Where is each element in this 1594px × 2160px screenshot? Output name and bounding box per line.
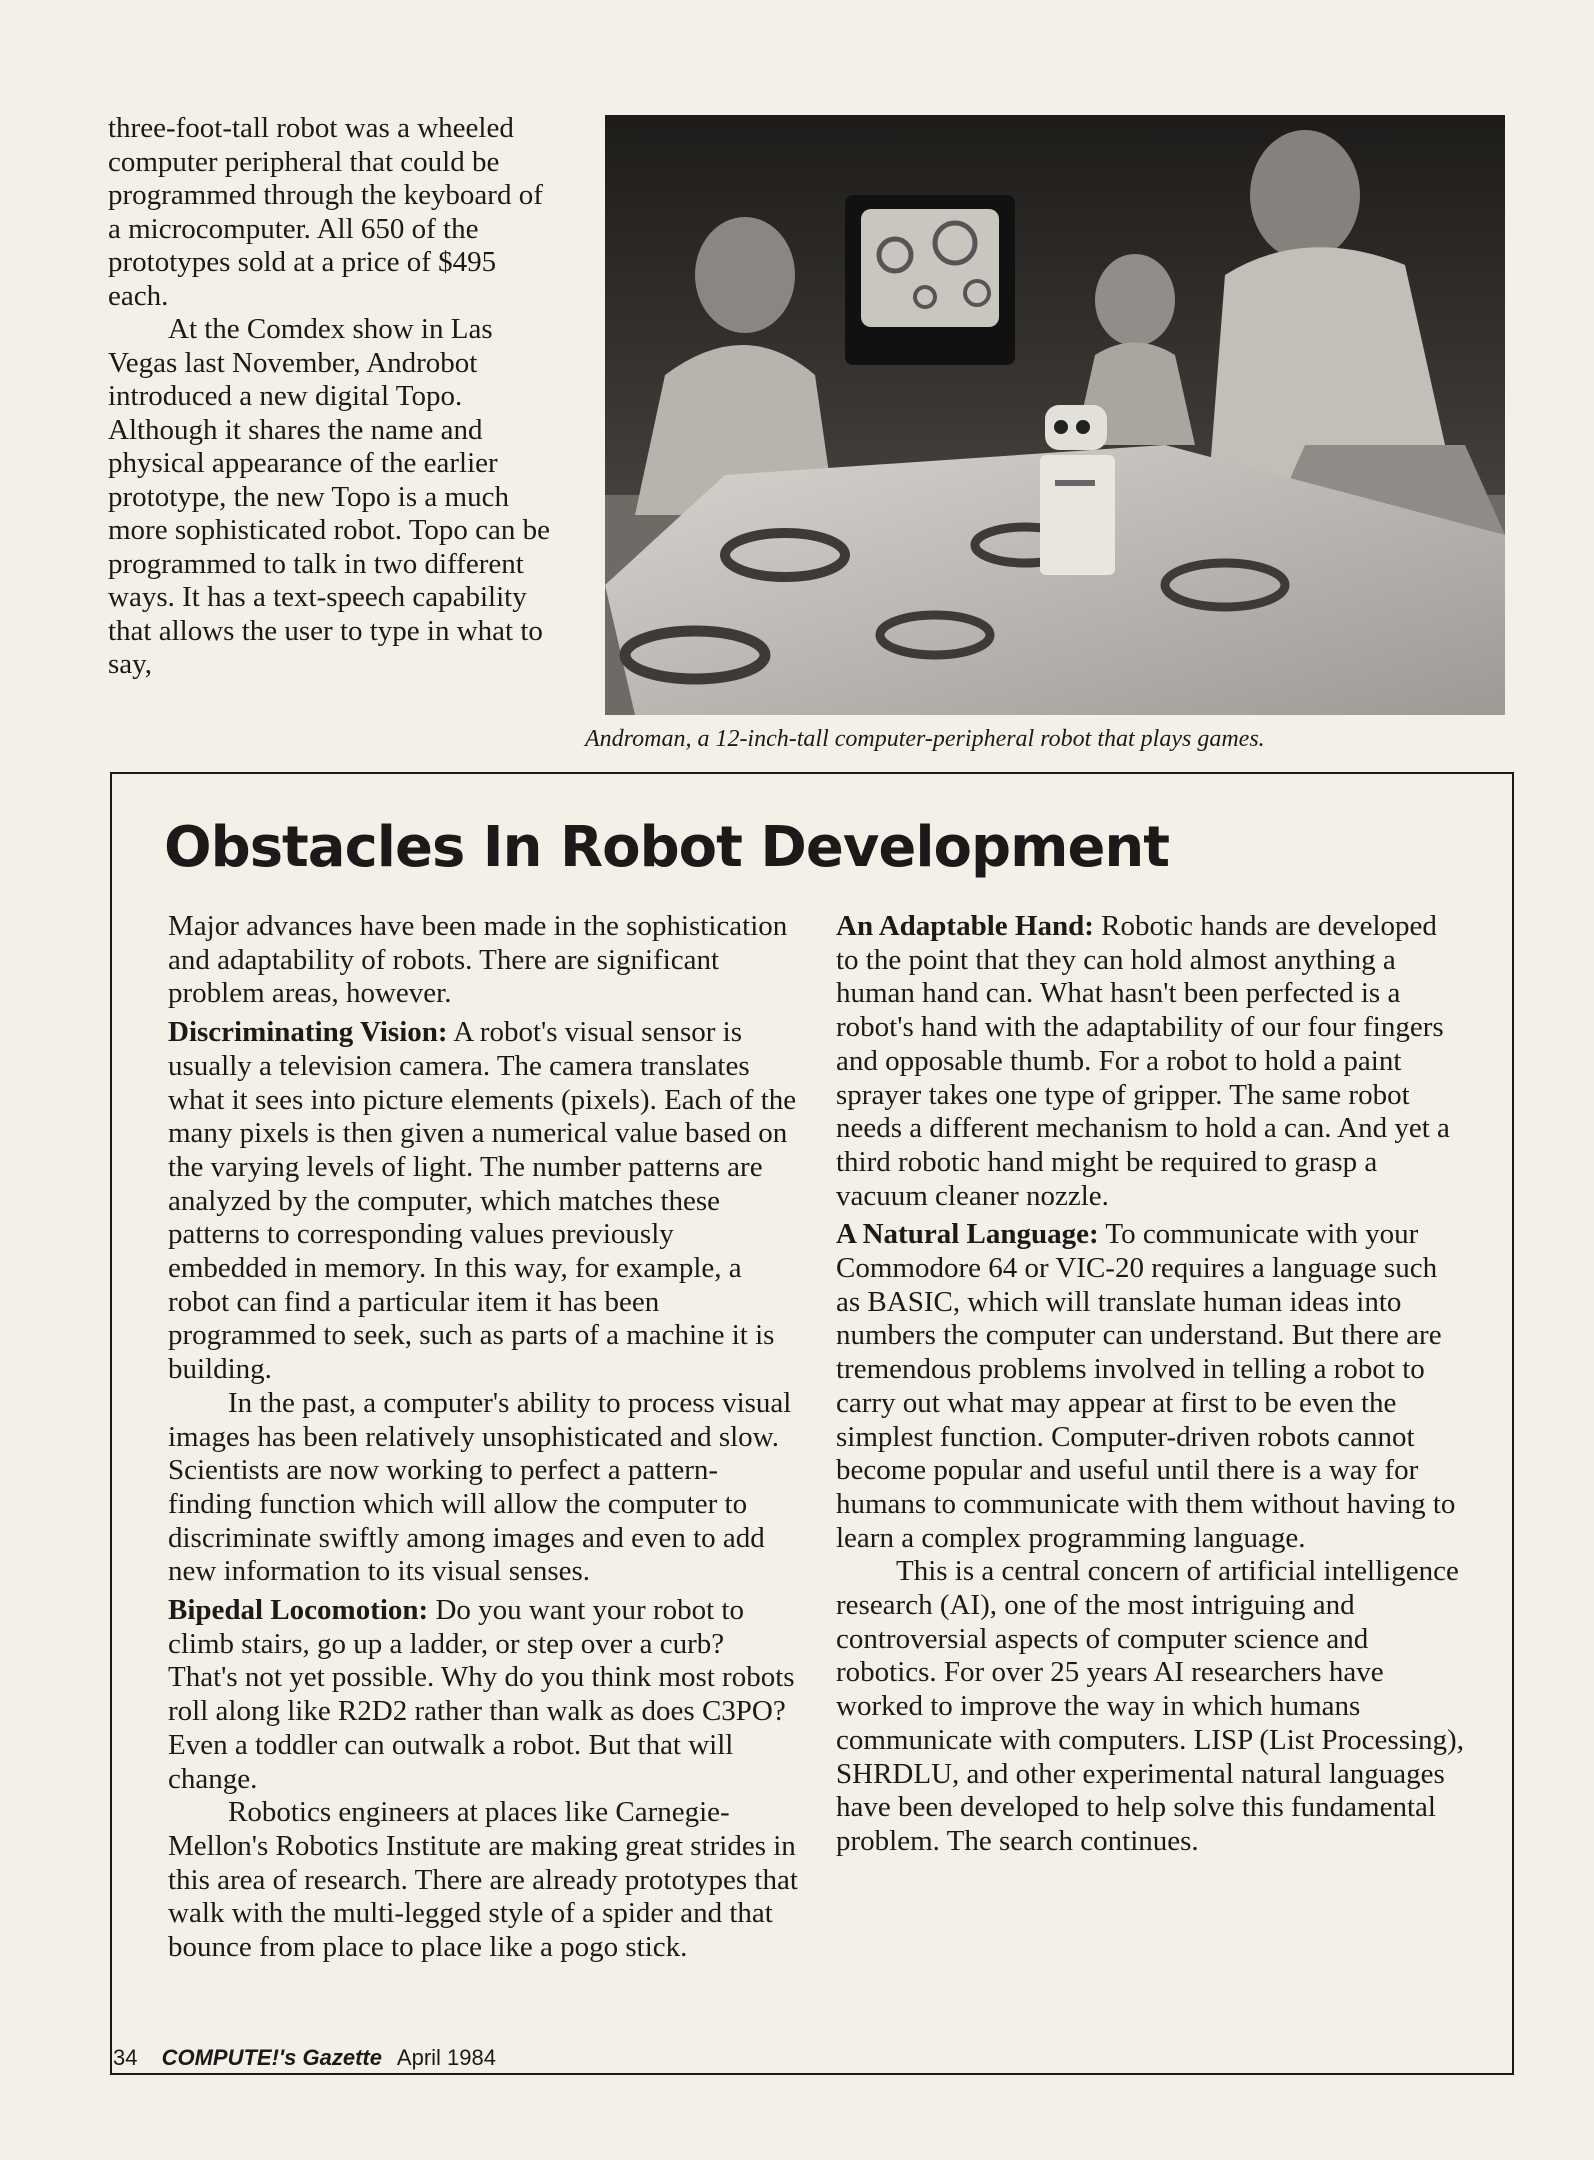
locomotion-text: Do you want your robot to climb stairs, go up a ladder, or step over a curb? That's not yet possible. Why do you think most robots roll along like R2D2 rather than walk as does C3PO? Even a toddler can outwalk a robot. But that will change. xyxy=(168,1594,795,1795)
page-footer xyxy=(113,2045,496,2071)
locomotion-text-2: Robotics engineers at places like Carnegie-Mellon's Robotics Institute are making great strides in this area of research. There are already prototypes that walk with the multi-legged style of a spider and that bounce from place to place like a pogo stick. xyxy=(168,1796,798,1964)
intro-column xyxy=(108,112,558,682)
sidebar-column-right xyxy=(836,910,1466,1864)
language-section xyxy=(836,1218,1466,1555)
language-heading: A Natural Language: xyxy=(836,1218,1099,1251)
language-text: To communicate with your Commodore 64 or VIC-20 requires a language such as BASIC, which will translate human ideas into numbers the computer can understand. But there are tremendous problems involved in telling a robot to carry out what may appear at first to be even the simplest function. Computer-driven robots cannot become popular and useful until there is a way for humans to communicate with them without having to learn a complex programming language. xyxy=(836,1218,1456,1554)
androman-photo xyxy=(605,115,1505,715)
vision-section xyxy=(168,1016,798,1387)
sidebar-title: Obstacles In Robot Development xyxy=(164,815,1170,880)
vision-text: A robot's visual sensor is usually a television camera. The camera translates what it sees into picture elements (pixels). Each of the many pixels is then given a numerical value based on the varying levels of light. The number patterns are analyzed by the computer, which matches these patterns to corresponding values previously embedded in memory. In this way, for example, a robot can find a particular item it has been programmed to seek, such as parts of a machine it is building. xyxy=(168,1016,797,1386)
hand-text: Robotic hands are developed to the point that they can hold almost anything a human hand can. What hasn't been perfected is a robot's hand with the adaptability of our four fingers and opposable thumb. For a robot to hold a paint sprayer takes one type of gripper. The same robot needs a different mechanism to hold a can. And yet a third robotic hand might be required to grasp a vacuum cleaner nozzle. xyxy=(836,910,1450,1212)
locomotion-heading: Bipedal Locomotion: xyxy=(168,1594,429,1627)
locomotion-section xyxy=(168,1594,798,1796)
vision-heading: Discriminating Vision: xyxy=(168,1016,448,1049)
intro-paragraph-1: three-foot-tall robot was a wheeled computer peripheral that could be programmed through the keyboard of a microcomputer. All 650 of the prototypes sold at a price of $495 each. xyxy=(108,112,543,312)
sidebar-intro: Major advances have been made in the sophistication and adaptability of robots. There are significant problem areas, however. xyxy=(168,910,788,1010)
sidebar-box xyxy=(110,772,1514,2075)
hand-heading: An Adaptable Hand: xyxy=(836,910,1094,942)
page-number: 34 xyxy=(113,2045,138,2070)
sidebar-column-left xyxy=(168,910,798,1970)
photo-illustration xyxy=(605,115,1505,715)
language-text-2: This is a central concern of artificial intelligence research (AI), one of the most intriguing and controversial aspects of computer science and robotics. For over 25 years AI researchers have worked to improve the way in which humans communicate with computers. LISP (List Processing), SHRDLU, and other experimental natural languages have been developed to help solve this fundamental problem. The search continues. xyxy=(836,1555,1464,1857)
magazine-name: COMPUTE!'s Gazette xyxy=(161,2045,382,2070)
hand-section xyxy=(836,910,1466,1213)
intro-paragraph-2: At the Comdex show in Las Vegas last November, Androbot introduced a new digital Topo. Although it shares the name and physical appearance of the earlier prototype, the new Topo is a much more sophisticated robot. Topo can be programmed to talk in two different ways. It has a text-speech capability that allows the user to type in what to say, xyxy=(108,313,550,680)
vision-text-2: In the past, a computer's ability to process visual images has been relatively unsophisticated and slow. Scientists are now working to perfect a pattern-finding function which will allow the computer to discriminate swiftly among images and even to add new information to its visual senses. xyxy=(168,1386,792,1588)
issue-date: April 1984 xyxy=(396,2045,496,2070)
photo-caption: Androman, a 12-inch-tall computer-peripheral robot that plays games. xyxy=(585,726,1265,752)
